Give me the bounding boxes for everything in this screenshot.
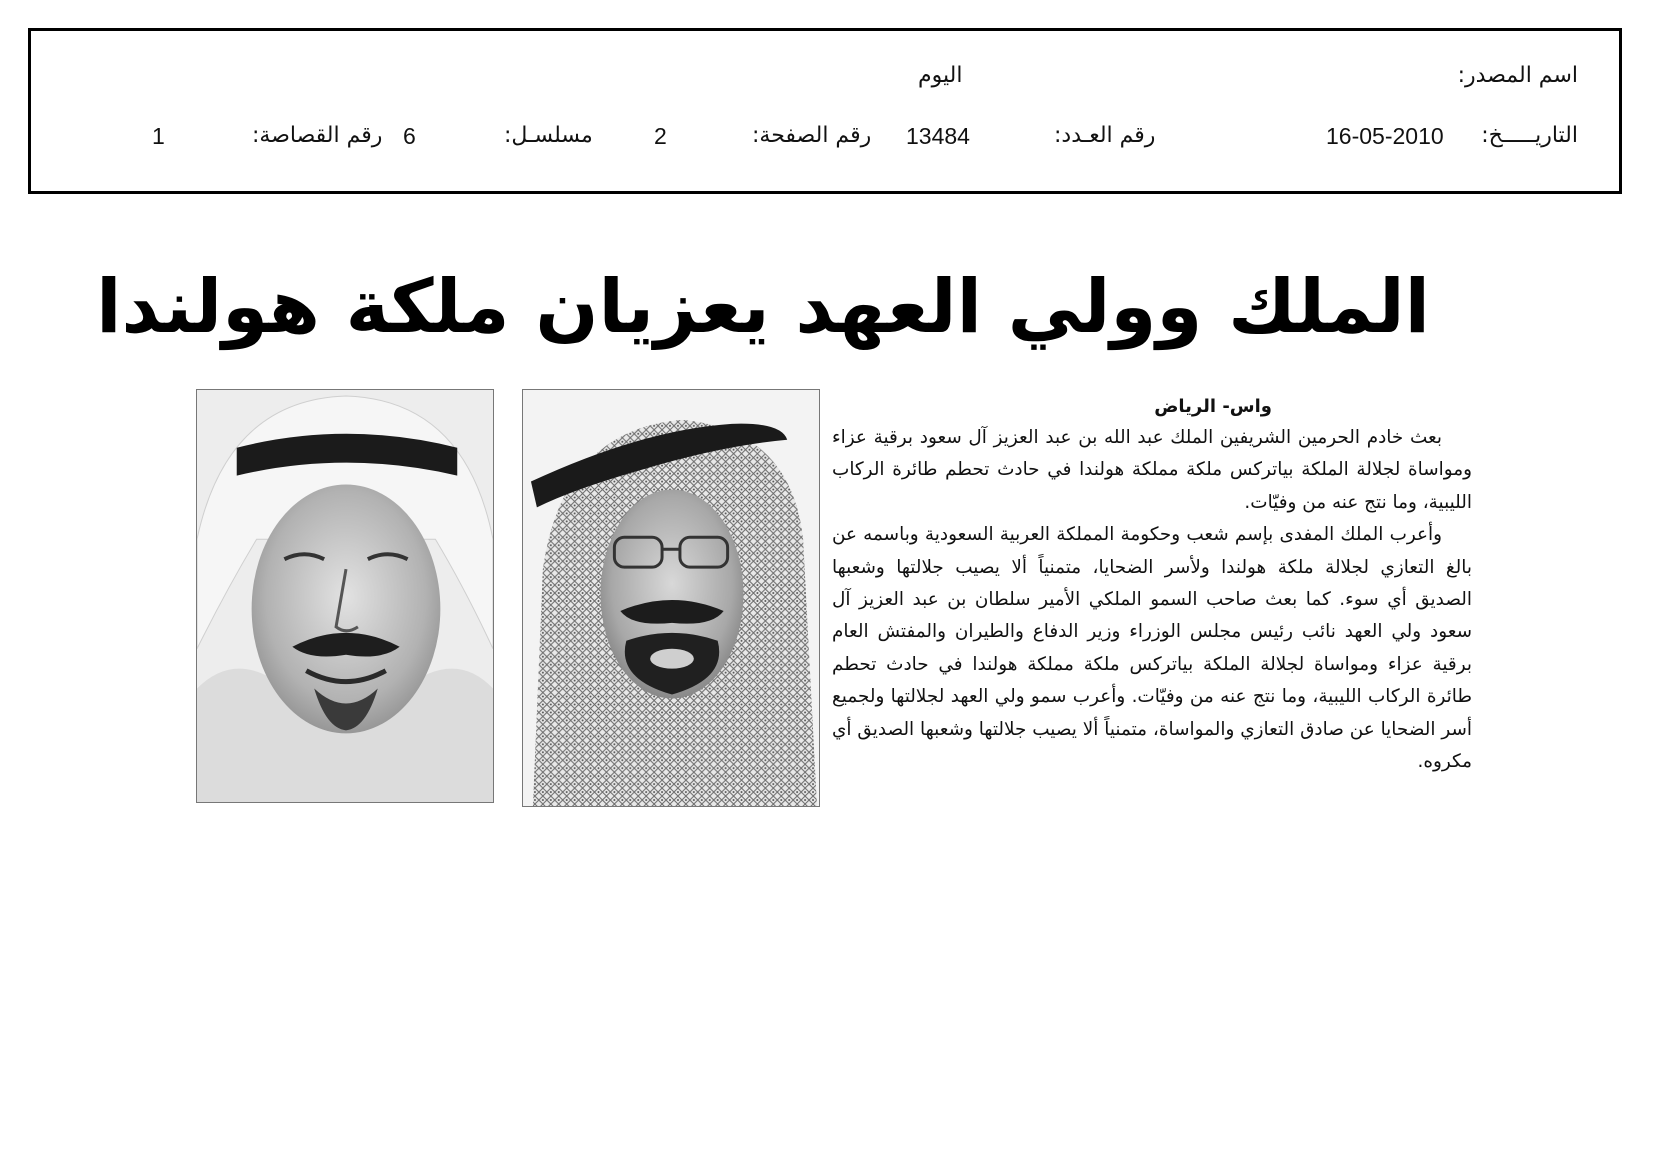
photo-king	[522, 389, 820, 807]
article-paragraph-2: وأعرب الملك المفدى بإسم شعب وحكومة المملكة العربية السعودية وباسمه عن بالغ التعازي لجلالة ملكة هولندا ولأسر الضحايا، متمنياً ألا يصيب جلالتها وشعبها الصديق أي سوء. كما بعث صاحب السمو الملكي الأمير سلطان بن عبد العزيز آل سعود ولي العهد نائب رئيس مجلس الوزراء وزير الدفاع والطيران والمفتش العام برقية عزاء ومواساة لجلالة الملكة بياتركس ملكة مملكة هولندا في حادث تحطم طائرة الركاب الليبية، وما نتج عنه من وفيّات. وأعرب سمو ولي العهد لجلالتها ولجميع أسر الضحايا عن صادق التعازي والمواساة، متمنياً ألا يصيب جلالتها وشعبها الصديق أي مكروه.	[832, 524, 1472, 773]
source-value: اليوم	[918, 63, 963, 88]
article-headline: الملك وولي العهد يعزيان ملكة هولندا	[96, 264, 1430, 350]
serial-value: 6	[403, 123, 416, 149]
article-paragraph-1: بعث خادم الحرمين الشريفين الملك عبد الله بن عبد العزيز آل سعود برقية عزاء ومواساة لجلالة الملكة بياتركس ملكة مملكة هولندا في حادث تحطم طائرة الركاب الليبية، وما نتج عنه من وفيّات.	[832, 427, 1472, 513]
date-value: 16-05-2010	[1326, 123, 1444, 149]
issue-label: رقم العـدد:	[1054, 123, 1156, 148]
article-byline: واس- الرياض	[1154, 396, 1272, 417]
date-label: التاريـــــخ:	[1481, 123, 1578, 148]
serial-label: مسلسـل:	[504, 123, 593, 148]
clip-number-value: 1	[152, 123, 165, 149]
source-label: اسم المصدر:	[1457, 63, 1578, 88]
clipping-metadata-box	[28, 28, 1622, 194]
clip-number-label: رقم القصاصة:	[252, 123, 383, 148]
issue-value: 13484	[906, 123, 970, 149]
photo-crown-prince	[196, 389, 494, 803]
page-value: 2	[654, 123, 667, 149]
article-body	[832, 392, 1472, 778]
page-label: رقم الصفحة:	[752, 123, 872, 148]
